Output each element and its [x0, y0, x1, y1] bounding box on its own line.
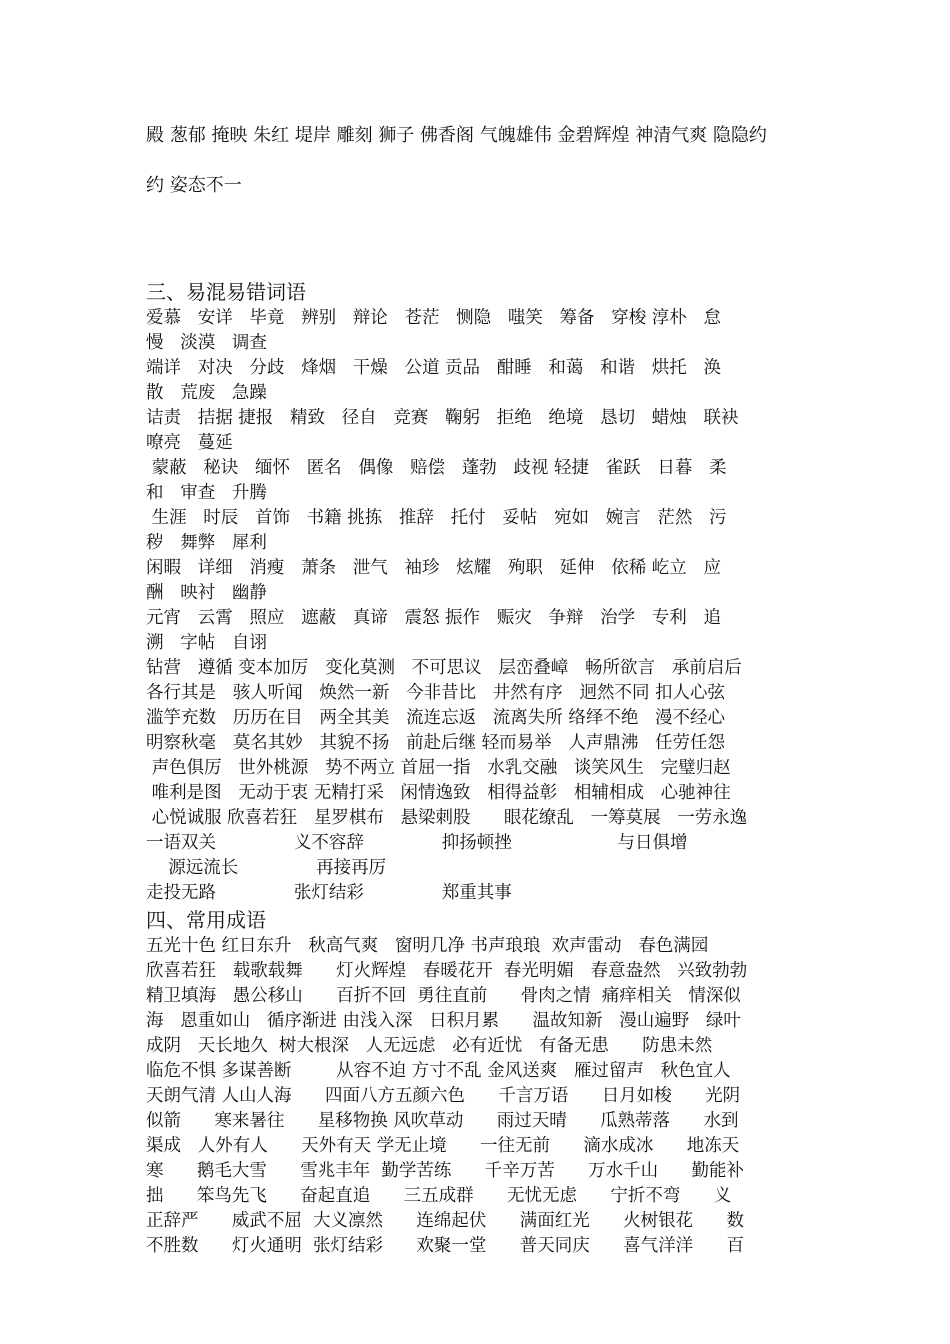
- text-line: 声色俱厉 世外桃源 势不两立 首屈一指 水乳交融 谈笑风生 完璧归赵: [146, 758, 731, 778]
- text-line: 生涯 时辰 首饰 书籍 挑拣 推辞 托付 妥帖 宛如 婉言 茫然 污: [146, 508, 727, 528]
- intro-line: 殿 葱郁 掩映 朱红 堤岸 雕刻 狮子 佛香阁 气魄雄伟 金碧辉煌 神清气爽 隐隐约: [146, 125, 767, 146]
- text-line: 唯利是图 无动于衷 无精打采 闲情逸致 相得益彰 相辅相成 心驰神往: [146, 783, 731, 803]
- text-line: 诘责 拮据 捷报 精致 径自 竞赛 鞠躬 拒绝 绝境 恳切 蜡烛 联袂: [146, 408, 739, 428]
- text-line: 五光十色 红日东升 秋高气爽 窗明几净 书声琅琅 欢声雷动 春色满园: [146, 936, 709, 956]
- text-line: 走投无路 张灯结彩 郑重其事: [146, 883, 512, 903]
- text-line: 溯 字帖 自诩: [146, 633, 267, 653]
- text-line: 钻营 遵循 变本加厉 变化莫测 不可思议 层峦叠嶂 畅所欲言 承前启后: [146, 658, 742, 678]
- text-line: 滥竽充数 历历在目 两全其美 流连忘返 流离失所 络绎不绝 漫不经心: [146, 708, 726, 728]
- text-line: 寒 鹅毛大雪 雪兆丰年 勤学苦练 千辛万苦 万水千山 勤能补: [146, 1161, 745, 1181]
- intro-line: 约 姿态不一: [146, 175, 242, 196]
- section-3-title: 三、易混易错词语: [146, 280, 306, 304]
- text-line: 蒙蔽 秘诀 缅怀 匿名 偶像 赔偿 蓬勃 歧视 轻捷 雀跃 日暮 柔: [146, 458, 727, 478]
- text-line: 海 恩重如山 循序渐进 由浅入深 日积月累 温故知新 漫山遍野 绿叶: [146, 1011, 741, 1031]
- text-line: 不胜数 灯火通明 张灯结彩 欢聚一堂 普天同庆 喜气洋洋 百: [146, 1236, 745, 1256]
- document-page: [146, 118, 816, 1259]
- section-3-word-list: [146, 306, 816, 906]
- text-line: 临危不惧 多谋善断 从容不迫 方寸不乱 金风送爽 雁过留声 秋色宜人: [146, 1061, 731, 1081]
- text-line: 渠成 人外有人 天外有天 学无止境 一往无前 滴水成冰 地冻天: [146, 1136, 740, 1156]
- text-line: 嘹亮 蔓延: [146, 433, 233, 453]
- text-line: 酬 映衬 幽静: [146, 583, 267, 603]
- text-line: 源远流长 再接再厉: [146, 858, 387, 878]
- text-line: 心悦诚服 欣喜若狂 星罗棋布 悬梁刺股 眼花缭乱 一筹莫展 一劳永逸: [146, 808, 748, 828]
- text-line: 天朗气清 人山人海 四面八方五颜六色 千言万语 日月如梭 光阴: [146, 1086, 741, 1106]
- text-line: 慢 淡漠 调查: [146, 333, 267, 353]
- text-line: 拙 笨鸟先飞 奋起直追 三五成群 无忧无虑 宁折不弯 义: [146, 1186, 732, 1206]
- text-line: 各行其是 骇人听闻 焕然一新 今非昔比 井然有序 迥然不同 扣人心弦: [146, 683, 726, 703]
- text-line: 闲暇 详细 消瘦 萧条 泄气 袖珍 炫耀 殉职 延伸 依稀 屹立 应: [146, 558, 721, 578]
- intro-paragraph: [146, 118, 816, 218]
- text-line: 秽 舞弊 犀利: [146, 533, 267, 553]
- text-line: 欣喜若狂 载歌载舞 灯火辉煌 春暖花开 春光明媚 春意盎然 兴致勃勃: [146, 961, 748, 981]
- text-line: 和 审查 升腾: [146, 483, 267, 503]
- text-line: 正辞严 威武不屈 大义凛然 连绵起伏 满面红光 火树银花 数: [146, 1211, 745, 1231]
- text-line: 明察秋毫 莫名其妙 其貌不扬 前赴后继 轻而易举 人声鼎沸 任劳任怨: [146, 733, 726, 753]
- section-4-title: 四、常用成语: [146, 908, 266, 932]
- text-line: 一语双关 义不容辞 抑扬顿挫 与日俱增: [146, 833, 688, 853]
- section-4-idiom-list: [146, 934, 816, 1259]
- text-line: 端详 对决 分歧 烽烟 干燥 公道 贡品 酣睡 和蔼 和谐 烘托 涣: [146, 358, 721, 378]
- text-line: 精卫填海 愚公移山 百折不回 勇往直前 骨肉之情 痛痒相关 情深似: [146, 986, 741, 1006]
- text-line: 成阴 天长地久 树大根深 人无远虑 必有近忧 有备无患 防患未然: [146, 1036, 713, 1056]
- text-line: 似箭 寒来暑往 星移物换 风吹草动 雨过天晴 瓜熟蒂落 水到: [146, 1111, 739, 1131]
- text-line: 爱慕 安详 毕竟 辨别 辩论 苍茫 恻隐 嗤笑 筹备 穿梭 淳朴 怠: [146, 308, 721, 328]
- text-line: 散 荒废 急躁: [146, 383, 267, 403]
- text-line: 元宵 云霄 照应 遮蔽 真谛 震怒 振作 赈灾 争辩 治学 专利 追: [146, 608, 721, 628]
